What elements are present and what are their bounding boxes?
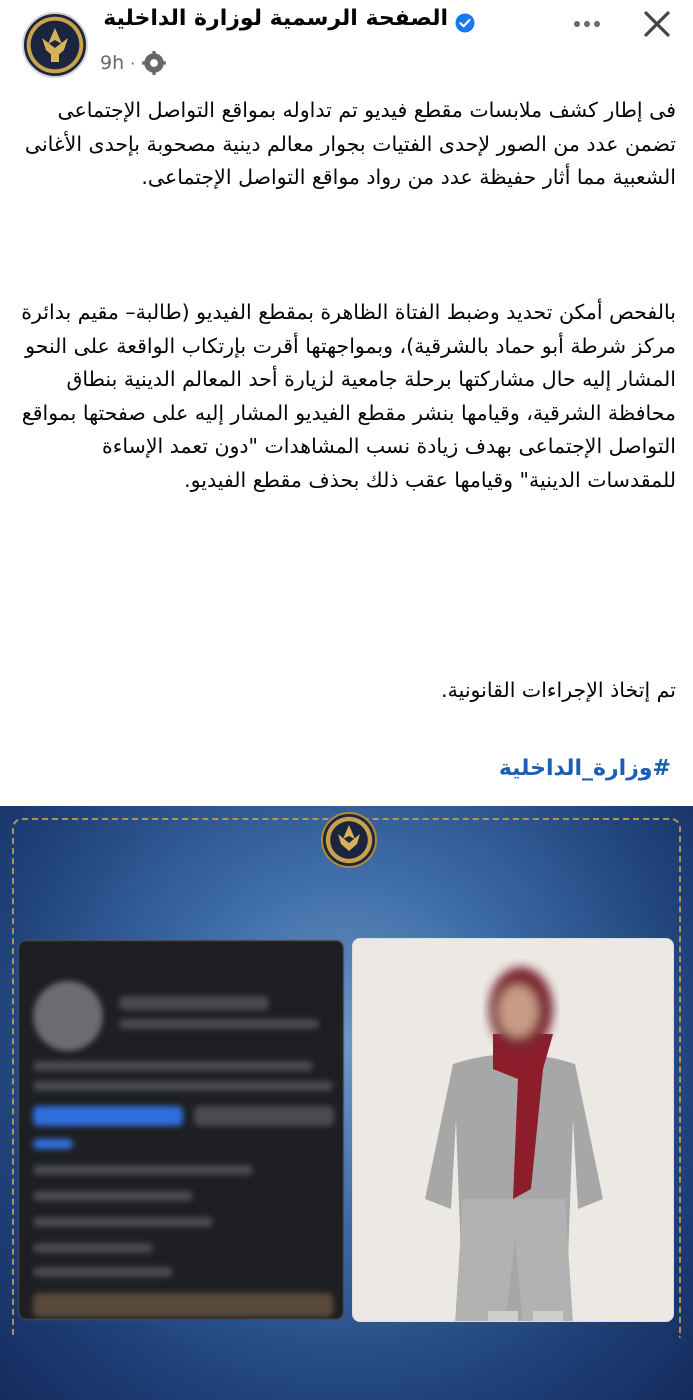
post-paragraph-3: تم إتخاذ الإجراءات القانونية. bbox=[441, 678, 676, 702]
more-horizontal-icon[interactable] bbox=[569, 10, 605, 38]
post-header bbox=[0, 0, 693, 90]
page-avatar[interactable] bbox=[22, 12, 88, 78]
verified-badge-icon bbox=[455, 13, 475, 33]
blurred-person-photo bbox=[352, 938, 674, 1322]
post-image[interactable] bbox=[0, 806, 693, 1400]
post-paragraph-1: فى إطار كشف ملابسات مقطع فيديو تم تداوله بمواقع التواصل الإجتماعى تضمن عدد من الصور لإحدى الفتيات بجوار معالم دينية مصحوبة بإحدى الأغانى الشعبية مما أثار حفيظة عدد من رواد مواقع التواصل الإجتماعى. bbox=[24, 98, 676, 189]
blurred-profile-screenshot bbox=[18, 940, 344, 1320]
post-time[interactable]: 9h bbox=[100, 52, 125, 74]
post-paragraph-2: بالفحص أمكن تحديد وضبط الفتاة الظاهرة بمقطع الفيديو (طالبة– مقيم بدائرة مركز شرطة أبو حماد بالشرقية)، وبمواجهتها أقرت بإرتكاب الواقعة على النحو المشار إليه حال مشاركتها برحلة جامعية لزيارة أحد المعالم الدينية بنطاق محافظة الشرقية، وقيامها بنشر مقطع الفيديو المشار إليه على صفحتها بمواقع التواصل الإجتماعى بهدف زيادة نسب المشاهدات "دون تعمد الإساءة للمقدسات الدينية" وقيامها عقب ذلك بحذف مقطع الفيديو. bbox=[21, 300, 676, 492]
globe-gear-icon[interactable] bbox=[141, 50, 167, 76]
post-meta bbox=[100, 50, 167, 76]
hashtag-link[interactable]: #وزارة_الداخلية bbox=[498, 756, 671, 781]
page-name[interactable]: الصفحة الرسمية لوزارة الداخلية bbox=[103, 6, 448, 31]
ministry-emblem bbox=[321, 812, 377, 868]
close-icon[interactable] bbox=[639, 6, 675, 42]
meta-separator: · bbox=[130, 53, 136, 73]
